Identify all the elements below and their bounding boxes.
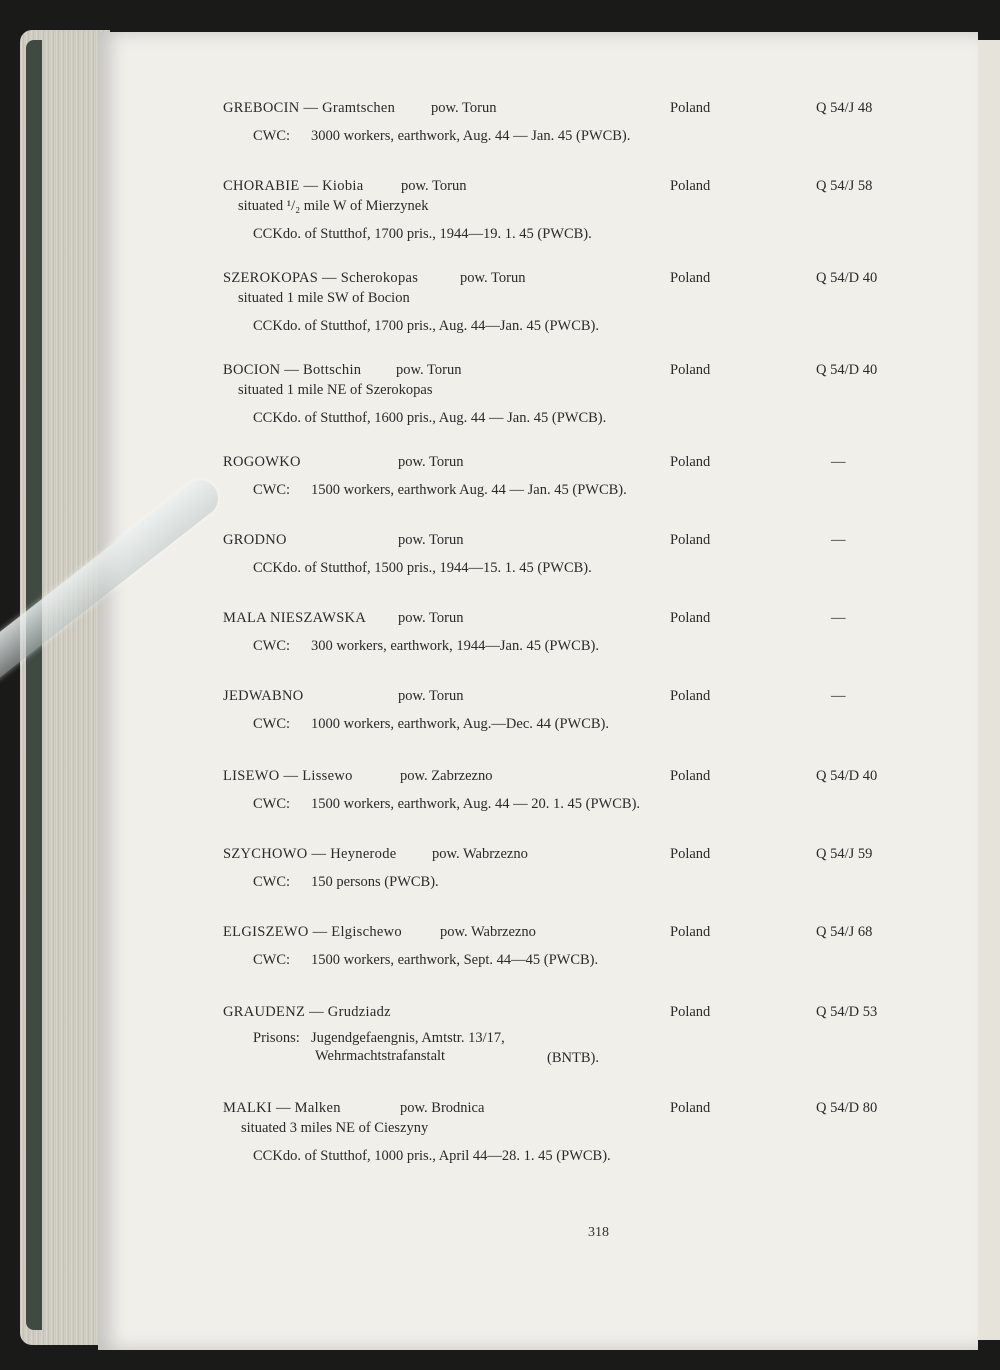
entry-label: CWC: — [253, 952, 291, 968]
entry-country: Poland — [670, 178, 711, 194]
entry-country: Poland — [670, 610, 711, 626]
entry-grebocin — [98, 100, 978, 144]
entry-district: pow. Torun — [398, 610, 464, 626]
entry-name: CHORABIE — Kiobia — [223, 178, 364, 194]
entry-jedwabno — [98, 688, 978, 732]
entry-country: Poland — [670, 846, 711, 862]
entry-district: pow. Torun — [431, 100, 497, 116]
entry-name: ELGISZEWO — Elgischewo — [223, 924, 402, 940]
entry-map-ref: Q 54/D 53 — [816, 1004, 878, 1020]
entry-country: Poland — [670, 688, 711, 704]
entry-label: CWC: — [253, 128, 291, 144]
entry-detail: CCKdo. of Stutthof, 1500 pris., 1944—15. 1. 45 (PWCB). — [253, 560, 592, 576]
entry-location-note: situated 1 mile NE of Szerokopas — [238, 382, 433, 398]
entry-country: Poland — [670, 362, 711, 378]
entry-district: pow. Torun — [398, 454, 464, 470]
entry-detail: 1000 workers, earthwork, Aug.—Dec. 44 (PWCB). — [311, 716, 610, 732]
entry-district: pow. Wabrzezno — [432, 846, 528, 862]
entry-label: CWC: — [253, 716, 291, 732]
entry-name: GRAUDENZ — Grudziadz — [223, 1004, 391, 1020]
entry-map-ref: — — [831, 610, 846, 626]
entry-lisewo — [98, 768, 978, 812]
entry-country: Poland — [670, 454, 711, 470]
entry-grodno — [98, 532, 978, 576]
entry-detail: CCKdo. of Stutthof, 1700 pris., Aug. 44—Jan. 45 (PWCB). — [253, 318, 599, 334]
entry-name: GREBOCIN — Gramtschen — [223, 100, 396, 116]
book-cover-edge — [26, 40, 42, 1330]
facing-page-edge — [975, 40, 1000, 1340]
entry-detail: CCKdo. of Stutthof, 1700 pris., 1944—19. 1. 45 (PWCB). — [253, 226, 592, 242]
entry-map-ref: — — [831, 532, 846, 548]
entry-location-note: situated 3 miles NE of Cieszyny — [241, 1120, 429, 1136]
entry-map-ref: — — [831, 688, 846, 704]
entry-country: Poland — [670, 1100, 711, 1116]
entry-map-ref: Q 54/J 68 — [816, 924, 873, 940]
entry-location-note: situated ¹/₂ mile W of Mierzynek — [238, 198, 429, 214]
book-page — [98, 32, 978, 1350]
entry-district: pow. Torun — [396, 362, 462, 378]
entry-bocion — [98, 362, 978, 426]
entry-szerokopas — [98, 270, 978, 334]
entry-name: SZEROKOPAS — Scherokopas — [223, 270, 419, 286]
entry-name: ROGOWKO — [223, 454, 301, 470]
entry-detail: 1500 workers, earthwork, Aug. 44 — 20. 1. 45 (PWCB). — [311, 796, 641, 812]
entry-label: CWC: — [253, 482, 291, 498]
entry-name: MALA NIESZAWSKA — [223, 610, 367, 626]
entry-map-ref: Q 54/J 48 — [816, 100, 873, 116]
entry-map-ref: Q 54/D 40 — [816, 270, 878, 286]
entry-elgiszewo — [98, 924, 978, 968]
entry-detail: 150 persons (PWCB). — [311, 874, 439, 890]
entry-label: CWC: — [253, 874, 291, 890]
entry-map-ref: Q 54/D 80 — [816, 1100, 878, 1116]
entry-country: Poland — [670, 270, 711, 286]
entry-district: pow. Torun — [398, 532, 464, 548]
entry-map-ref: — — [831, 454, 846, 470]
entry-map-ref: Q 54/J 59 — [816, 846, 873, 862]
entry-map-ref: Q 54/J 58 — [816, 178, 873, 194]
entry-label: Prisons: — [253, 1030, 300, 1046]
entry-name: SZYCHOWO — Heynerode — [223, 846, 397, 862]
entry-name: BOCION — Bottschin — [223, 362, 362, 378]
entry-label: CWC: — [253, 638, 291, 654]
entry-district: pow. Brodnica — [400, 1100, 485, 1116]
entry-name: MALKI — Malken — [223, 1100, 341, 1116]
entry-detail: 1500 workers, earthwork, Sept. 44—45 (PWCB). — [311, 952, 599, 968]
entry-rogowko — [98, 454, 978, 498]
entry-map-ref: Q 54/D 40 — [816, 362, 878, 378]
entry-country: Poland — [670, 100, 711, 116]
entry-map-ref: Q 54/D 40 — [816, 768, 878, 784]
entry-mala-nieszawska — [98, 610, 978, 654]
entry-detail: CCKdo. of Stutthof, 1000 pris., April 44—28. 1. 45 (PWCB). — [253, 1148, 611, 1164]
entry-country: Poland — [670, 1004, 711, 1020]
entry-malki — [98, 1100, 978, 1164]
entry-graudenz — [98, 1004, 978, 1078]
entry-detail: 3000 workers, earthwork, Aug. 44 — Jan. 45 (PWCB). — [311, 128, 631, 144]
entry-detail: CCKdo. of Stutthof, 1600 pris., Aug. 44 — Jan. 45 (PWCB). — [253, 410, 607, 426]
entry-district: pow. Zabrzezno — [400, 768, 493, 784]
page-number: 318 — [588, 1225, 609, 1240]
entry-chorabie — [98, 178, 978, 242]
entry-district: pow. Torun — [460, 270, 526, 286]
entry-district: pow. Wabrzezno — [440, 924, 536, 940]
entry-name: GRODNO — [223, 532, 287, 548]
entry-detail: 300 workers, earthwork, 1944—Jan. 45 (PWCB). — [311, 638, 599, 654]
entry-szychowo — [98, 846, 978, 890]
entry-name: JEDWABNO — [223, 688, 304, 704]
entry-label: CWC: — [253, 796, 291, 812]
entry-detail-line2: Wehrmachtstrafanstalt — [315, 1048, 446, 1064]
entry-detail-source: (BNTB). — [547, 1050, 599, 1066]
entry-district: pow. Torun — [401, 178, 467, 194]
entry-country: Poland — [670, 924, 711, 940]
entry-country: Poland — [670, 768, 711, 784]
entry-detail: Jugendgefaengnis, Amtstr. 13/17, — [311, 1030, 505, 1046]
entry-name: LISEWO — Lissewo — [223, 768, 353, 784]
entry-district: pow. Torun — [398, 688, 464, 704]
entry-country: Poland — [670, 532, 711, 548]
entry-location-note: situated 1 mile SW of Bocion — [238, 290, 410, 306]
entry-detail: 1500 workers, earthwork Aug. 44 — Jan. 45 (PWCB). — [311, 482, 627, 498]
